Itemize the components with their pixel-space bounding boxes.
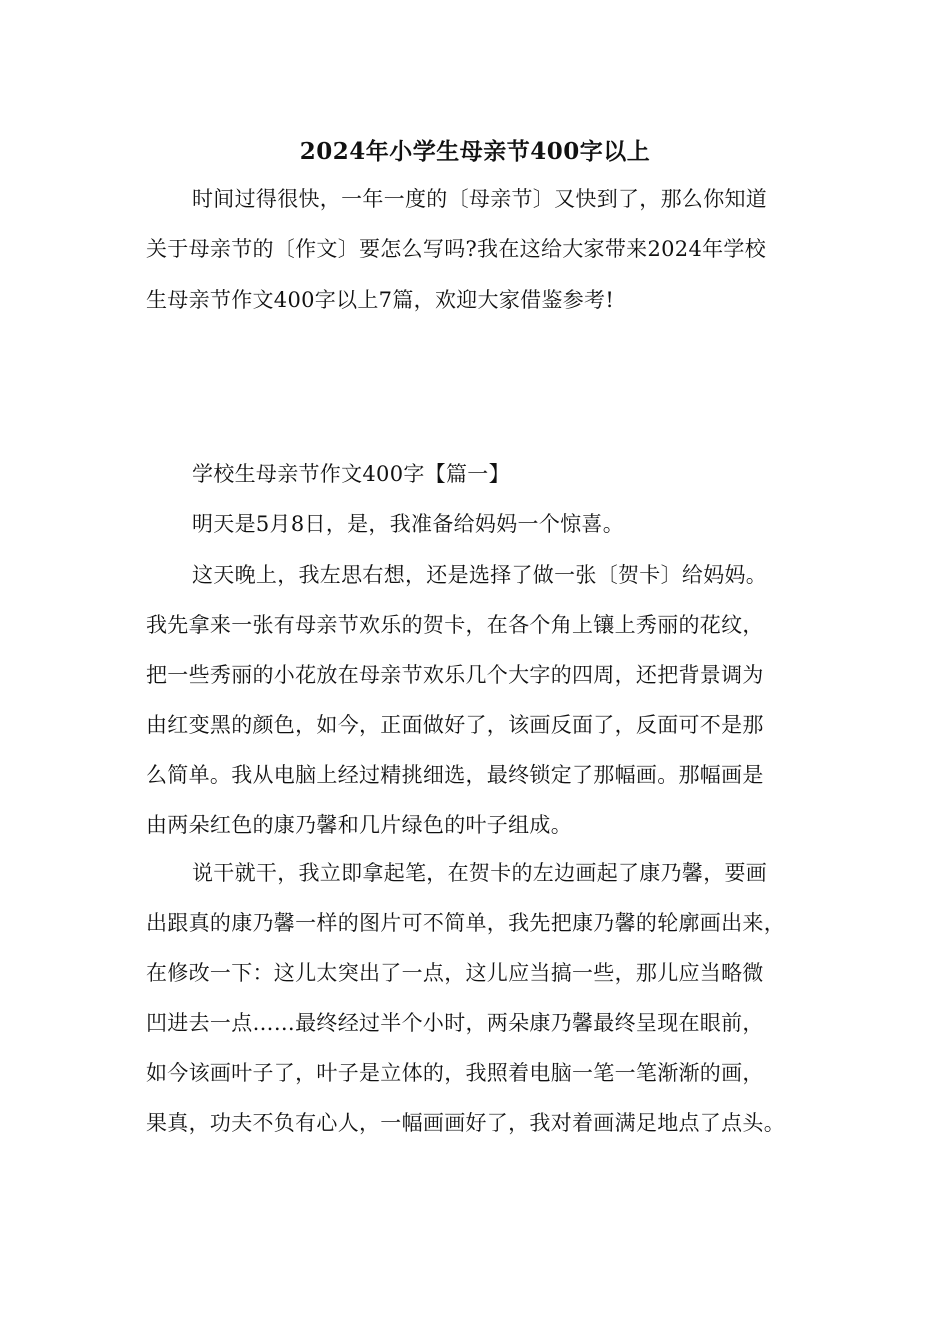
- intro-line: 生母亲节作文400字以上7篇，欢迎大家借鉴参考!: [146, 288, 615, 312]
- paragraph-line: 出跟真的康乃馨一样的图片可不简单，我先把康乃馨的轮廓画出来，: [146, 911, 785, 935]
- paragraph-line: 明天是5月8日，是，我准备给妈妈一个惊喜。: [192, 512, 625, 536]
- paragraph-line: 说干就干，我立即拿起笔，在贺卡的左边画起了康乃馨，要画: [192, 861, 768, 885]
- intro-line: 关于母亲节的〔作文〕要怎么写吗?我在这给大家带来2024年学校: [146, 237, 766, 261]
- document-title: 2024年小学生母亲节400字以上: [299, 138, 651, 165]
- paragraph-line: 把一些秀丽的小花放在母亲节欢乐几个大字的四周，还把背景调为: [146, 663, 764, 687]
- intro-line: 时间过得很快，一年一度的〔母亲节〕又快到了，那么你知道: [192, 187, 768, 211]
- paragraph-line: 这天晚上，我左思右想，还是选择了做一张〔贺卡〕给妈妈。: [192, 563, 768, 587]
- paragraph-line: 么简单。我从电脑上经过精挑细选，最终锁定了那幅画。那幅画是: [146, 763, 764, 787]
- paragraph-line: 如今该画叶子了，叶子是立体的，我照着电脑一笔一笔渐渐的画，: [146, 1061, 764, 1085]
- paragraph-line: 凹进去一点……最终经过半个小时，两朵康乃馨最终呈现在眼前，: [146, 1011, 764, 1035]
- paragraph-line: 由两朵红色的康乃馨和几片绿色的叶子组成。: [146, 813, 572, 837]
- paragraph-line: 在修改一下：这儿太突出了一点，这儿应当搞一些，那儿应当略微: [146, 961, 764, 985]
- paragraph-line: 我先拿来一张有母亲节欢乐的贺卡，在各个角上镶上秀丽的花纹，: [146, 613, 764, 637]
- paragraph-line: 由红变黑的颜色，如今，正面做好了，该画反面了，反面可不是那: [146, 713, 764, 737]
- section-heading: 学校生母亲节作文400字【篇一】: [192, 462, 510, 486]
- paragraph-line: 果真，功夫不负有心人，一幅画画好了，我对着画满足地点了点头。: [146, 1111, 785, 1135]
